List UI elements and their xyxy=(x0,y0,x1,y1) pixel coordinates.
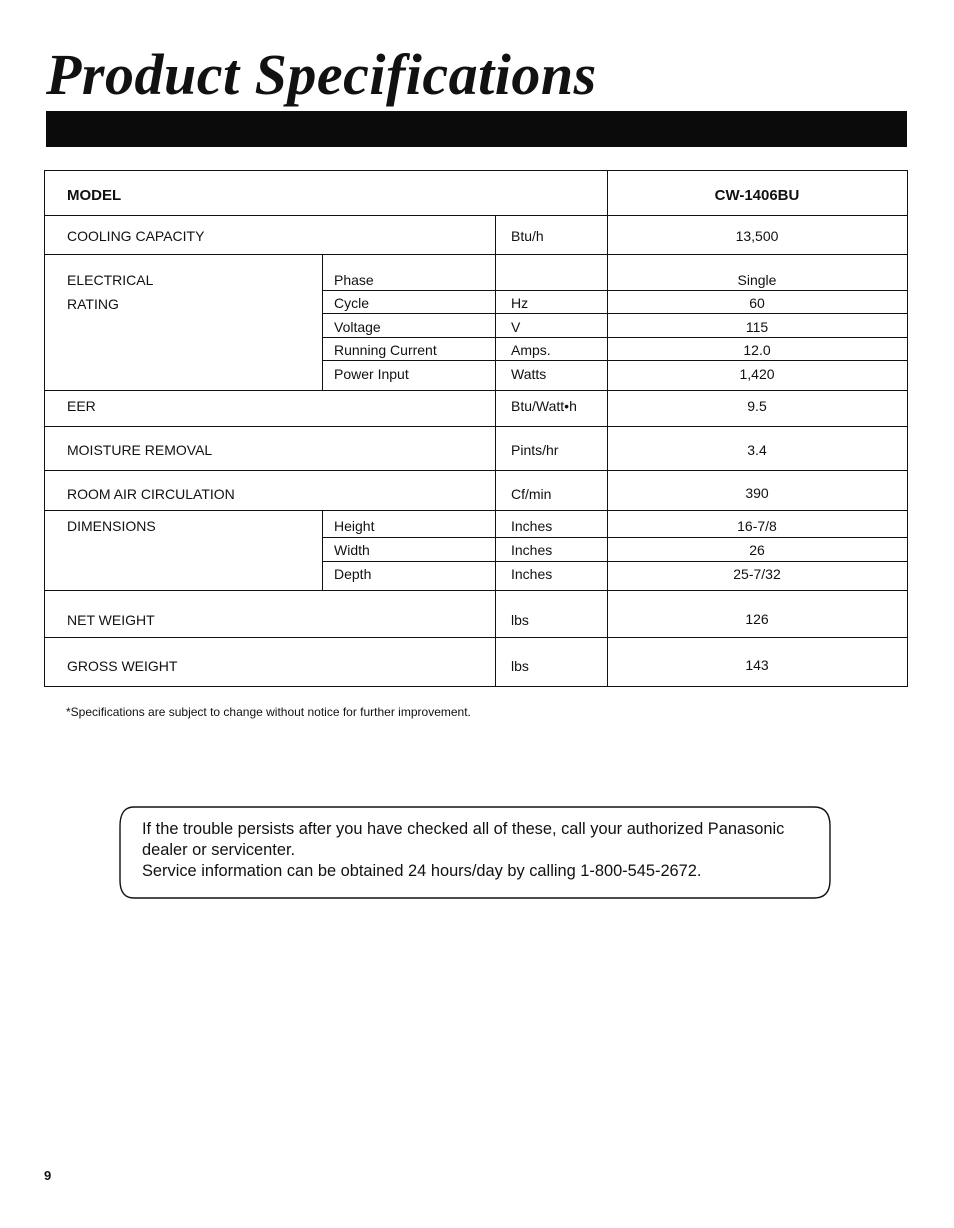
electrical-label: ELECTRICAL xyxy=(67,272,154,288)
dimension-unit-width: Inches xyxy=(511,542,553,558)
electrical-unit-voltage: V xyxy=(511,319,521,335)
net-weight-label: NET WEIGHT xyxy=(67,612,155,628)
row-divider xyxy=(322,360,908,361)
moisture-removal-value: 3.4 xyxy=(747,442,767,458)
row-divider xyxy=(44,426,908,427)
electrical-value-running-current: 12.0 xyxy=(743,342,771,358)
page-title: Product Specifications xyxy=(46,42,597,107)
service-notice xyxy=(118,806,832,900)
row-divider xyxy=(322,313,908,314)
net-weight-unit: lbs xyxy=(511,612,529,628)
dimension-sub-height: Height xyxy=(334,518,375,534)
eer-unit: Btu/Watt•h xyxy=(511,398,577,414)
air-circulation-label: ROOM AIR CIRCULATION xyxy=(67,486,235,502)
spec-table-border xyxy=(44,170,908,687)
dimension-unit-height: Inches xyxy=(511,518,553,534)
dimension-unit-depth: Inches xyxy=(511,566,553,582)
row-divider xyxy=(44,390,908,391)
cooling-capacity-unit: Btu/h xyxy=(511,228,544,244)
electrical-value-power-input: 1,420 xyxy=(739,366,775,382)
moisture-removal-label: MOISTURE REMOVAL xyxy=(67,442,213,458)
row-divider xyxy=(44,510,908,511)
dimension-value-height: 16-7/8 xyxy=(737,518,777,534)
row-divider xyxy=(44,590,908,591)
electrical-unit-power-input: Watts xyxy=(511,366,547,382)
electrical-unit-cycle: Hz xyxy=(511,295,529,311)
row-divider xyxy=(322,337,908,338)
dimension-sub-width: Width xyxy=(334,542,370,558)
rating-label: RATING xyxy=(67,296,119,312)
notice-line-1: If the trouble persists after you have checked all of these, call your authorized Panasonic xyxy=(142,820,785,838)
notice-line-2: dealer or servicenter. xyxy=(142,841,296,859)
spec-table xyxy=(44,170,908,687)
cooling-capacity-label: COOLING CAPACITY xyxy=(67,228,205,244)
net-weight-value: 126 xyxy=(745,611,769,627)
electrical-value-phase: Single xyxy=(737,272,777,288)
eer-label: EER xyxy=(67,398,96,414)
title-bar xyxy=(46,111,907,147)
row-divider xyxy=(44,254,908,255)
electrical-sub-phase: Phase xyxy=(334,272,374,288)
row-divider xyxy=(322,290,908,291)
model-label: MODEL xyxy=(67,187,122,204)
footnote: *Specifications are subject to change without notice for further improvement. xyxy=(66,705,471,719)
row-divider xyxy=(44,470,908,471)
eer-value: 9.5 xyxy=(747,398,767,414)
electrical-unit-running-current: Amps. xyxy=(511,342,551,358)
column-divider xyxy=(495,215,496,687)
dimension-value-width: 26 xyxy=(749,542,765,558)
column-divider xyxy=(607,170,608,687)
air-circulation-value: 390 xyxy=(745,485,769,501)
electrical-sub-voltage: Voltage xyxy=(334,319,381,335)
dimension-sub-depth: Depth xyxy=(334,566,372,582)
dimensions-label: DIMENSIONS xyxy=(67,518,156,534)
gross-weight-unit: lbs xyxy=(511,658,529,674)
notice-line-3: Service information can be obtained 24 hours/day by calling 1-800-545-2672. xyxy=(142,862,702,880)
electrical-value-cycle: 60 xyxy=(749,295,765,311)
row-divider xyxy=(44,215,908,216)
row-divider xyxy=(322,537,908,538)
air-circulation-unit: Cf/min xyxy=(511,486,552,502)
row-divider xyxy=(322,561,908,562)
gross-weight-value: 143 xyxy=(745,657,769,673)
electrical-sub-power-input: Power Input xyxy=(334,366,409,382)
cooling-capacity-value: 13,500 xyxy=(735,228,779,244)
electrical-sub-cycle: Cycle xyxy=(334,295,370,311)
electrical-sub-running-current: Running Current xyxy=(334,342,437,358)
electrical-value-voltage: 115 xyxy=(745,319,769,335)
model-value: CW-1406BU xyxy=(714,187,800,204)
column-divider xyxy=(322,254,323,390)
row-divider xyxy=(44,637,908,638)
gross-weight-label: GROSS WEIGHT xyxy=(67,658,178,674)
page-number: 9 xyxy=(44,1168,52,1183)
dimension-value-depth: 25-7/32 xyxy=(733,566,781,582)
moisture-removal-unit: Pints/hr xyxy=(511,442,559,458)
column-divider xyxy=(322,510,323,590)
